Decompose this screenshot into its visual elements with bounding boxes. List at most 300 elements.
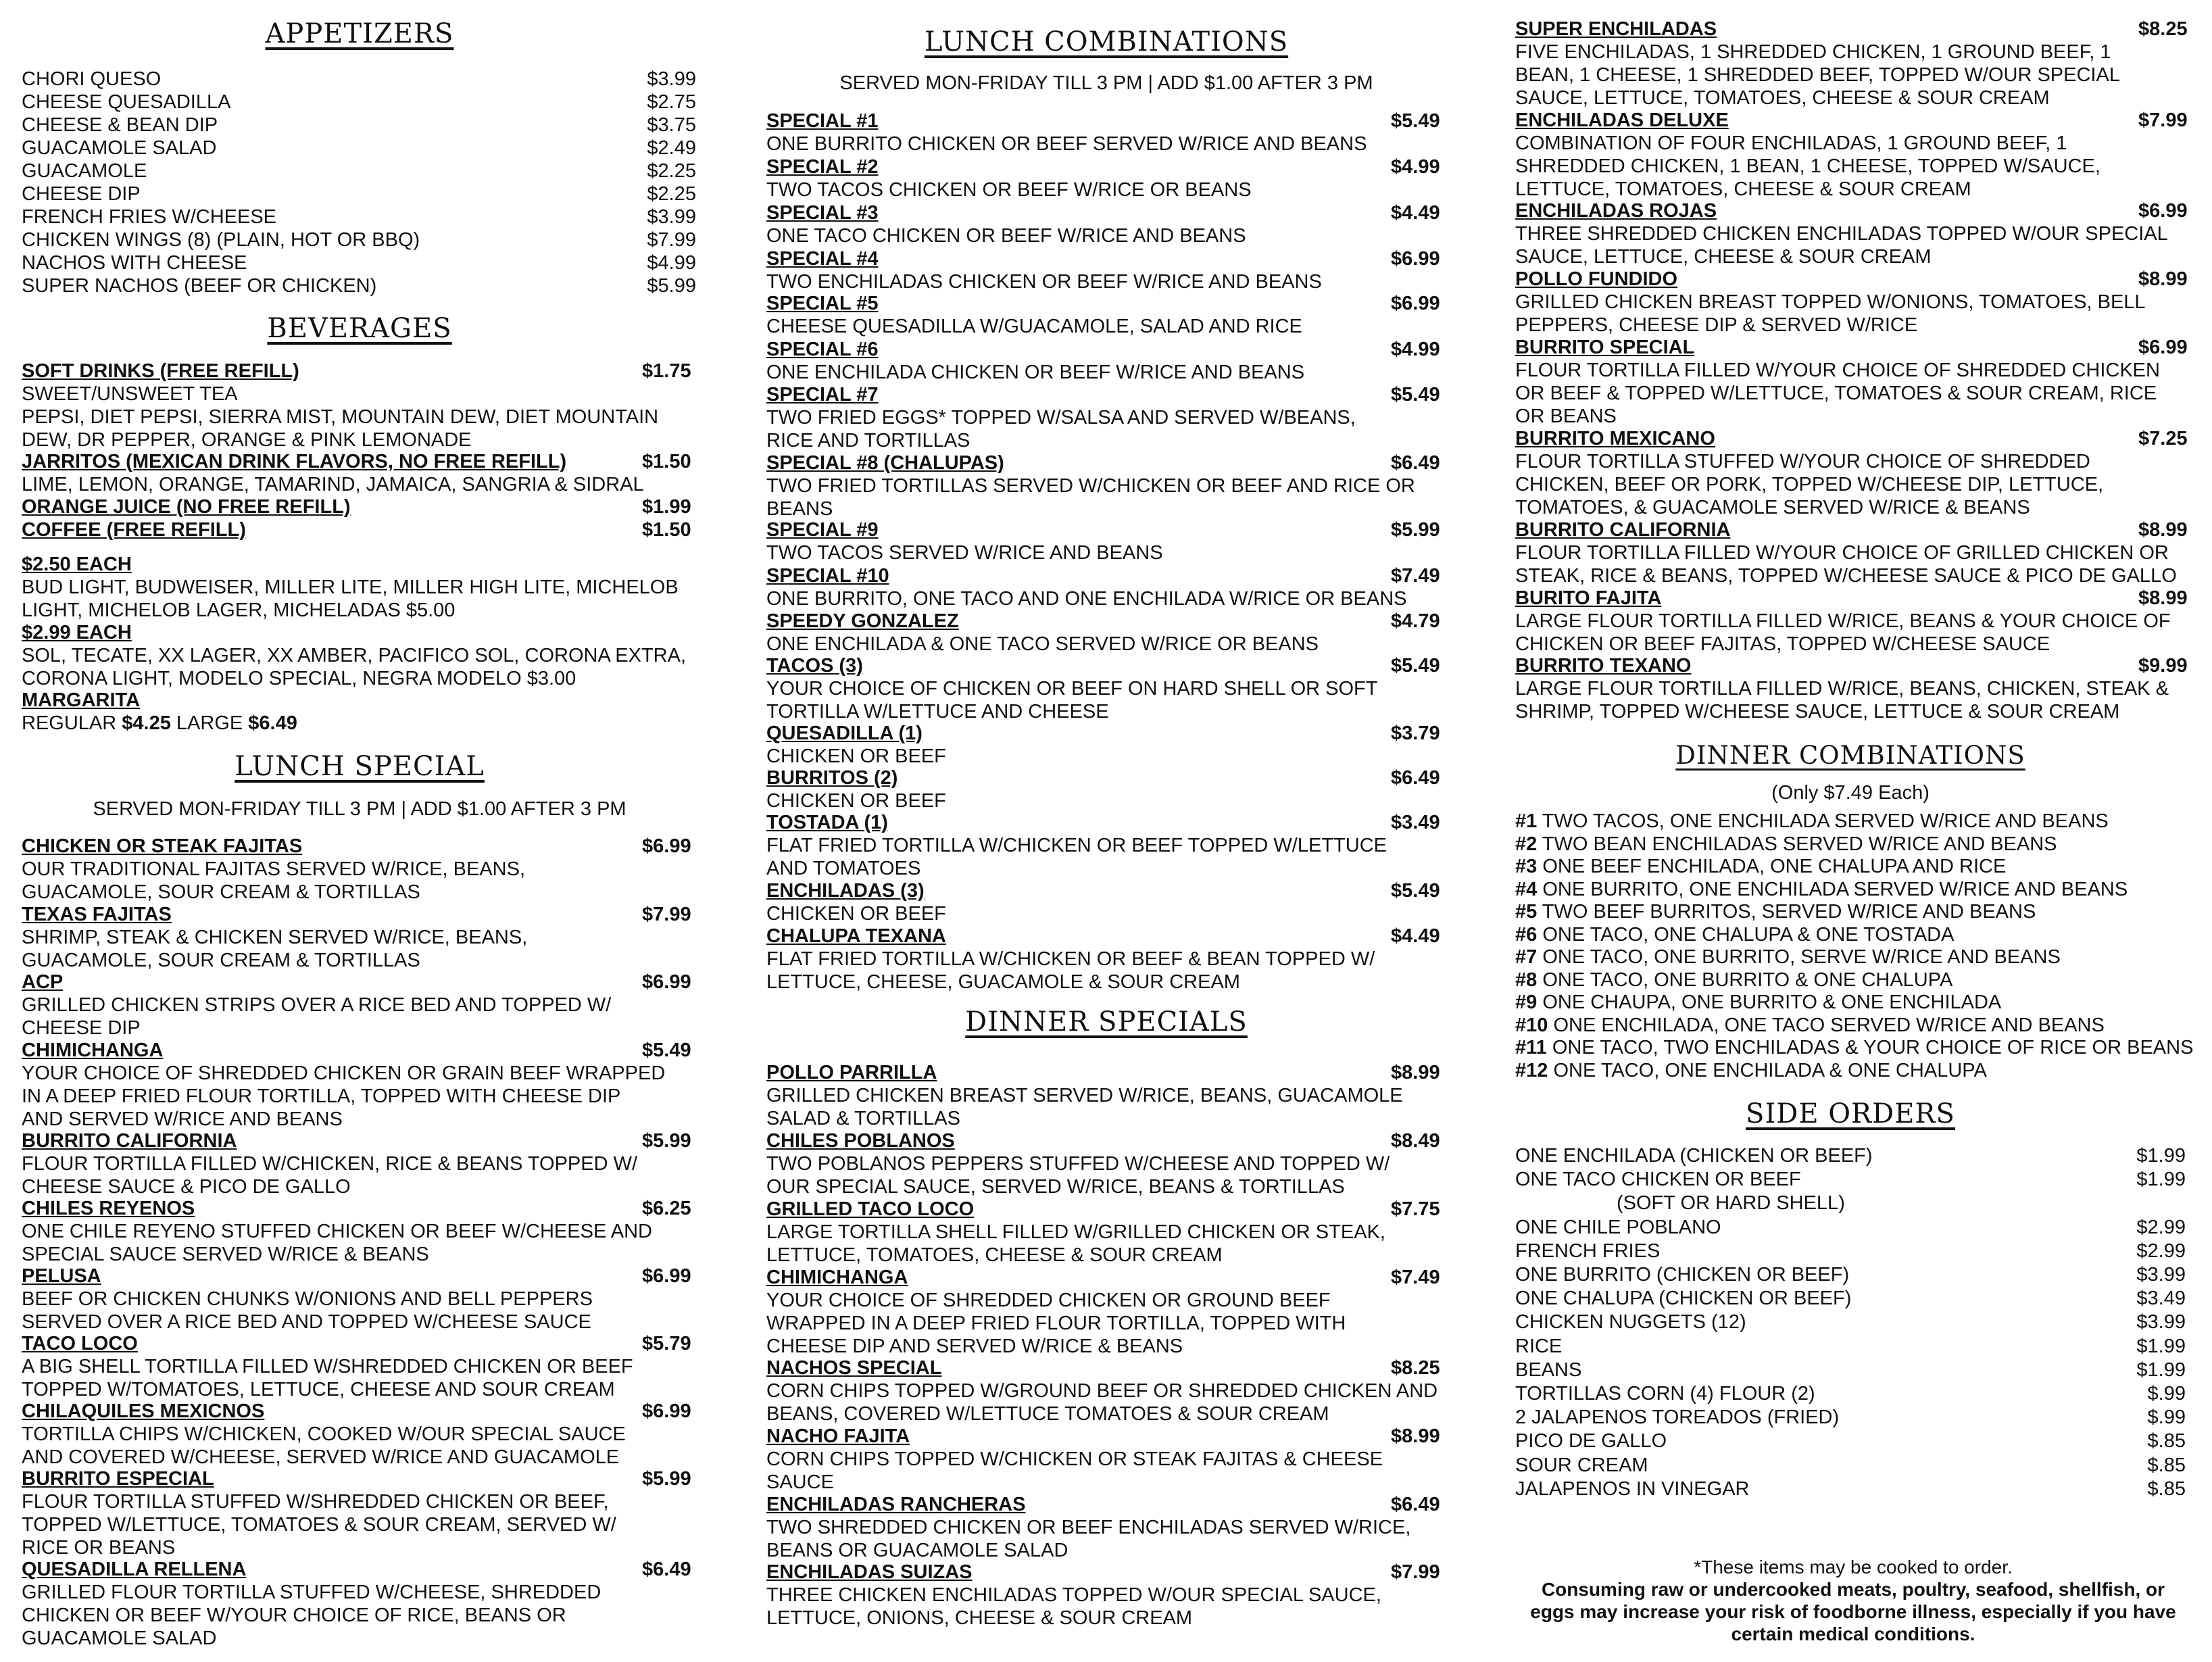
menu-item xyxy=(1515,199,2191,268)
item-price: $.85 xyxy=(2147,1454,2186,1476)
item-name: 2 JALAPENOS TOREADOS (FRIED) xyxy=(1515,1407,1840,1429)
item-description: ONE BURRITO CHICKEN OR BEEF SERVED W/RICE AND BEANS xyxy=(766,133,1367,155)
item-description: LIME, LEMON, ORANGE, TAMARIND, JAMAICA, SANGRIA & SIDRAL xyxy=(22,474,644,495)
menu-item xyxy=(1515,336,2191,428)
menu-item xyxy=(766,451,1449,520)
menu-item xyxy=(766,109,1449,155)
item-name: BURRITO CALIFORNIA xyxy=(22,1130,237,1152)
menu-item xyxy=(766,564,1449,610)
item-price: $3.49 xyxy=(1391,812,1440,833)
item-description: ONE BURRITO, ONE TACO AND ONE ENCHILADA W/RICE OR BEANS xyxy=(766,588,1407,610)
menu-item xyxy=(766,654,1449,723)
menu-item xyxy=(1515,518,2191,587)
item-name: CHIMICHANGA xyxy=(22,1040,164,1061)
side-order-row xyxy=(1515,1311,2186,1334)
item-description: ONE ENCHILADA & ONE TACO SERVED W/RICE OR BEANS xyxy=(766,633,1319,655)
item-description: CHEESE QUESADILLA W/GUACAMOLE, SALAD AND RICE xyxy=(766,316,1302,337)
item-price: $8.99 xyxy=(2138,519,2188,541)
item-description: A BIG SHELL TORTILLA FILLED W/SHREDDED CHICKEN OR BEEF TOPPED W/TOMATOES, LETTUCE, CHEESE AND SOUR CREAM xyxy=(22,1356,633,1400)
lunch-combinations-heading: LUNCH COMBINATIONS xyxy=(924,26,1289,57)
disclaimer-line-4: certain medical conditions. xyxy=(1731,1623,1975,1644)
item-price: $5.99 xyxy=(647,275,696,297)
item-name: SPECIAL #8 (CHALUPAS) xyxy=(766,452,1004,474)
item-name: CHICKEN OR STEAK FAJITAS xyxy=(22,835,303,857)
item-name: SPECIAL #2 xyxy=(766,156,879,178)
item-name: CHEESE QUESADILLA xyxy=(22,91,231,113)
menu-item xyxy=(1515,109,2191,201)
item-name: FRENCH FRIES W/CHEESE xyxy=(22,206,277,228)
item-name: NACHO FAJITA xyxy=(766,1425,910,1447)
menu-item-beer-299 xyxy=(22,621,697,690)
item-price: $5.99 xyxy=(1391,519,1440,541)
item-description: SOL, TECATE, XX LAGER, XX AMBER, PACIFICO SOL, CORONA EXTRA, CORONA LIGHT, MODELO SPECIAL, NEGRA MODELO $3.00 xyxy=(22,645,687,689)
combo-text: ONE TACO, ONE CHALUPA & ONE TOSTADA xyxy=(1537,923,1955,946)
combo-text: ONE TACO, ONE BURRITO, SERVE W/RICE AND BEANS xyxy=(1537,946,2061,968)
item-name: POLLO FUNDIDO xyxy=(1515,268,1678,290)
item-name: ONE BURRITO (CHICKEN OR BEEF) xyxy=(1515,1264,1850,1286)
menu-row xyxy=(22,160,697,182)
item-name: $2.50 EACH xyxy=(22,554,132,575)
menu-item xyxy=(22,1129,697,1198)
item-name: ENCHILADAS DELUXE xyxy=(1515,109,1729,131)
item-description: TWO FRIED EGGS* TOPPED W/SALSA AND SERVED W/BEANS, RICE AND TORTILLAS xyxy=(766,407,1356,451)
appetizers-heading: APPETIZERS xyxy=(265,18,454,49)
item-description: LARGE TORTILLA SHELL FILLED W/GRILLED CHICKEN OR STEAK, LETTUCE, TOMATOES, CHEESE & SOUR CREAM xyxy=(766,1221,1385,1266)
item-price: $8.25 xyxy=(2138,18,2188,40)
item-description: ONE CHILE REYENO STUFFED CHICKEN OR BEEF W/CHEESE AND SPECIAL SAUCE SERVED W/RICE & BEANS xyxy=(22,1221,652,1265)
item-description: FLOUR TORTILLA FILLED W/YOUR CHOICE OF GRILLED CHICKEN OR STEAK, RICE & BEANS, TOPPED W/CHEESE SAUCE & PICO DE GALLO xyxy=(1515,542,2177,587)
menu-item xyxy=(1515,654,2191,723)
item-description: LARGE FLOUR TORTILLA FILLED W/RICE, BEANS & YOUR CHOICE OF CHICKEN OR BEEF FAJITAS, TOPPED W/CHEESE SAUCE xyxy=(1515,610,2171,655)
item-name: ORANGE JUICE (NO FREE REFILL) xyxy=(22,496,351,518)
menu-item xyxy=(766,925,1449,994)
item-description: CHICKEN OR BEEF xyxy=(766,746,946,767)
item-description: CHICKEN OR BEEF xyxy=(766,790,946,812)
item-price: $.85 xyxy=(2147,1430,2186,1452)
item-name: ONE CHILE POBLANO xyxy=(1515,1216,1721,1238)
item-name: RICE xyxy=(1515,1335,1563,1357)
item-description: THREE SHREDDED CHICKEN ENCHILADAS TOPPED W/OUR SPECIAL SAUCE, LETTUCE, CHEESE & SOUR CREAM xyxy=(1515,223,2168,268)
item-price: $1.50 xyxy=(642,451,691,472)
menu-column-middle xyxy=(766,0,1453,1662)
item-price: $1.75 xyxy=(642,360,691,382)
lunch-combinations-subtitle: SERVED MON-FRIDAY TILL 3 PM | ADD $1.00 AFTER 3 PM xyxy=(839,72,1373,94)
item-price: $1.99 xyxy=(2136,1145,2186,1167)
item-description: GRILLED FLOUR TORTILLA STUFFED W/CHEESE, SHREDDED CHICKEN OR BEEF W/YOUR CHOICE OF RICE, BEANS OR GUACAMOLE SALAD xyxy=(22,1582,601,1649)
item-price: $6.49 xyxy=(1391,452,1440,474)
side-order-row xyxy=(1515,1144,2186,1167)
menu-item-coffee xyxy=(22,518,697,541)
margarita-regular-label: REGULAR xyxy=(22,712,117,734)
menu-item xyxy=(22,971,697,1040)
menu-item xyxy=(766,383,1449,452)
item-description: TWO POBLANOS PEPPERS STUFFED W/CHEESE AND TOPPED W/ OUR SPECIAL SAUCE, SERVED W/RICE, BEANS & TORTILLAS xyxy=(766,1153,1390,1198)
menu-item xyxy=(766,1061,1449,1130)
menu-item xyxy=(766,292,1449,338)
item-description: ONE ENCHILADA CHICKEN OR BEEF W/RICE AND BEANS xyxy=(766,362,1305,383)
item-description: FLOUR TORTILLA STUFFED W/SHREDDED CHICKEN OR BEEF, TOPPED W/LETTUCE, TOMATOES & SOUR CREAM, SERVED W/ RICE OR BEANS xyxy=(22,1491,616,1559)
item-name: BURRITO CALIFORNIA xyxy=(1515,519,1731,541)
item-price: $7.99 xyxy=(1391,1561,1440,1583)
item-price: $7.99 xyxy=(642,904,691,925)
combo-number: #3 xyxy=(1515,856,1538,877)
item-price: $2.49 xyxy=(647,137,696,159)
item-price: $6.25 xyxy=(642,1198,691,1219)
combo-row xyxy=(1515,1014,2105,1037)
item-description: SWEET/UNSWEET TEA PEPSI, DIET PEPSI, SIERRA MIST, MOUNTAIN DEW, DIET MOUNTAIN DEW, DR PEPPER, ORANGE & PINK LEMONADE xyxy=(22,383,659,451)
menu-item-orange-juice xyxy=(22,495,697,518)
item-description: FLOUR TORTILLA FILLED W/CHICKEN, RICE & BEANS TOPPED W/ CHEESE SAUCE & PICO DE GALLO xyxy=(22,1153,638,1198)
item-price: $1.50 xyxy=(642,519,691,541)
item-description: GRILLED CHICKEN STRIPS OVER A RICE BED AND TOPPED W/ CHEESE DIP xyxy=(22,994,612,1039)
item-price: $4.99 xyxy=(1391,339,1440,360)
item-price: $6.49 xyxy=(1391,1494,1440,1515)
item-description: FLAT FRIED TORTILLA W/CHICKEN OR BEEF TOPPED W/LETTUCE AND TOMATOES xyxy=(766,835,1387,879)
item-price: $8.99 xyxy=(2138,268,2188,290)
item-price: $7.99 xyxy=(647,229,696,251)
side-order-row xyxy=(1515,1287,2186,1310)
combo-number: #11 xyxy=(1515,1037,1547,1058)
side-order-row xyxy=(1515,1192,2186,1215)
menu-item xyxy=(22,1197,697,1266)
item-description: CHICKEN OR BEEF xyxy=(766,903,946,925)
item-price: $5.49 xyxy=(1391,384,1440,406)
item-name: TEXAS FAJITAS xyxy=(22,904,172,925)
item-description: GRILLED CHICKEN BREAST SERVED W/RICE, BEANS, GUACAMOLE SALAD & TORTILLAS xyxy=(766,1085,1403,1129)
item-price: $8.99 xyxy=(2138,587,2188,609)
combo-row xyxy=(1515,1059,1987,1082)
item-price: $.99 xyxy=(2147,1407,2186,1429)
menu-item xyxy=(22,1558,697,1650)
item-description: FLOUR TORTILLA FILLED W/YOUR CHOICE OF SHREDDED CHICKEN OR BEEF & TOPPED W/LETTUCE, TOMATOES & SOUR CREAM, RICE OR BEANS xyxy=(1515,360,2160,427)
lunch-special-heading: LUNCH SPECIAL xyxy=(235,751,485,782)
item-name: CHICKEN NUGGETS (12) xyxy=(1515,1311,1746,1334)
item-price: $5.99 xyxy=(642,1468,691,1490)
menu-column-left xyxy=(22,0,702,1662)
combo-row xyxy=(1515,810,2109,833)
item-price: $4.99 xyxy=(1391,156,1440,178)
disclaimer xyxy=(1515,1556,2191,1645)
item-price: $5.99 xyxy=(642,1130,691,1152)
item-description: TWO ENCHILADAS CHICKEN OR BEEF W/RICE AND BEANS xyxy=(766,271,1322,293)
menu-item xyxy=(766,1266,1449,1358)
menu-item xyxy=(766,1357,1449,1425)
menu-row xyxy=(22,91,697,114)
item-name: TACOS (3) xyxy=(766,655,863,677)
item-price: $6.99 xyxy=(642,835,691,857)
item-name: (SOFT OR HARD SHELL) xyxy=(1617,1192,1845,1215)
item-name: CHICKEN WINGS (8) (PLAIN, HOT OR BBQ) xyxy=(22,229,420,251)
item-name: CHILES POBLANOS xyxy=(766,1130,955,1152)
menu-row xyxy=(22,137,697,160)
item-description: CORN CHIPS TOPPED W/CHICKEN OR STEAK FAJITAS & CHEESE SAUCE xyxy=(766,1448,1383,1493)
item-price: $6.99 xyxy=(2138,200,2188,222)
menu-item-beer-250 xyxy=(22,553,697,622)
item-name: SUPER NACHOS (BEEF OR CHICKEN) xyxy=(22,275,377,297)
item-name: MARGARITA xyxy=(22,689,141,711)
combo-row xyxy=(1515,833,2057,856)
item-description: SHRIMP, STEAK & CHICKEN SERVED W/RICE, BEANS, GUACAMOLE, SOUR CREAM & TORTILLAS xyxy=(22,927,528,971)
menu-item-margarita xyxy=(22,689,697,735)
item-description: BUD LIGHT, BUDWEISER, MILLER LITE, MILLER HIGH LITE, MICHELOB LIGHT, MICHELOB LAGER, MICHELADAS $5.00 xyxy=(22,577,679,621)
item-description: FLAT FRIED TORTILLA W/CHICKEN OR BEEF & BEAN TOPPED W/ LETTUCE, CHEESE, GUACAMOLE & SOUR CREAM xyxy=(766,948,1375,993)
item-name: SUPER ENCHILADAS xyxy=(1515,18,1717,40)
side-order-row xyxy=(1515,1359,2186,1382)
menu-item xyxy=(22,1332,697,1401)
side-order-row xyxy=(1515,1477,2186,1500)
combo-row xyxy=(1515,946,2061,969)
combo-number: #1 xyxy=(1515,810,1538,832)
combo-row xyxy=(1515,969,1952,992)
item-name: NACHOS SPECIAL xyxy=(766,1357,942,1379)
margarita-large-price: $6.49 xyxy=(248,712,297,734)
side-order-row xyxy=(1515,1382,2186,1405)
dinner-combinations-subtitle: (Only $7.49 Each) xyxy=(1771,782,1930,804)
item-price: $6.49 xyxy=(642,1559,691,1580)
combo-number: #5 xyxy=(1515,901,1538,923)
item-description: LARGE FLOUR TORTILLA FILLED W/RICE, BEANS, CHICKEN, STEAK & SHRIMP, TOPPED W/CHEESE SAUCE, LETTUCE & SOUR CREAM xyxy=(1515,678,2169,723)
side-order-row xyxy=(1515,1240,2186,1263)
item-price: $8.25 xyxy=(1391,1357,1440,1379)
item-price: $3.99 xyxy=(647,206,696,228)
menu-item-jarritos xyxy=(22,450,697,496)
item-price: $6.99 xyxy=(1391,248,1440,270)
menu-item xyxy=(1515,427,2191,519)
menu-item xyxy=(766,1425,1449,1494)
item-name: CHEESE DIP xyxy=(22,183,141,205)
item-description: TWO FRIED TORTILLAS SERVED W/CHICKEN OR BEEF AND RICE OR BEANS xyxy=(766,475,1415,520)
item-name: COFFEE (FREE REFILL) xyxy=(22,519,246,541)
item-price: $6.99 xyxy=(642,1265,691,1287)
item-price: $5.49 xyxy=(1391,110,1440,132)
item-name: GRILLED TACO LOCO xyxy=(766,1198,975,1220)
menu-item xyxy=(1515,18,2191,109)
item-name: SPECIAL #9 xyxy=(766,519,879,541)
item-name: SOUR CREAM xyxy=(1515,1454,1648,1476)
item-name: GUACAMOLE xyxy=(22,160,147,182)
menu-item xyxy=(22,1467,697,1559)
item-name: ENCHILADAS RANCHERAS xyxy=(766,1494,1026,1515)
item-price: $4.79 xyxy=(1391,610,1440,632)
menu-item xyxy=(766,201,1449,247)
combo-row xyxy=(1515,1036,2193,1059)
combo-number: #12 xyxy=(1515,1059,1548,1081)
item-name: SPECIAL #1 xyxy=(766,110,879,132)
side-order-row xyxy=(1515,1263,2186,1286)
item-price: $8.99 xyxy=(1391,1062,1440,1083)
combo-number: #6 xyxy=(1515,923,1538,946)
item-description: CORN CHIPS TOPPED W/GROUND BEEF OR SHREDDED CHICKEN AND BEANS, COVERED W/LETTUCE TOMATOES & SOUR CREAM xyxy=(766,1380,1438,1425)
item-price: $4.99 xyxy=(647,252,696,274)
item-price: $8.49 xyxy=(1391,1130,1440,1152)
side-order-row xyxy=(1515,1168,2186,1191)
item-description: FLOUR TORTILLA STUFFED W/YOUR CHOICE OF SHREDDED CHICKEN, BEEF OR PORK, TOPPED W/CHEESE DIP, LETTUCE, TOMATOES, & GUACAMOLE SERVED W/RICE & BEANS xyxy=(1515,451,2104,518)
item-name: POLLO PARRILLA xyxy=(766,1062,937,1083)
item-name: BURRITOS (2) xyxy=(766,767,898,789)
item-name: SPECIAL #10 xyxy=(766,565,889,587)
item-price: $6.99 xyxy=(642,1400,691,1422)
item-price: $5.49 xyxy=(642,1040,691,1061)
combo-row xyxy=(1515,900,2036,923)
item-description: ONE TACO CHICKEN OR BEEF W/RICE AND BEANS xyxy=(766,225,1246,247)
combo-number: #7 xyxy=(1515,946,1538,968)
item-name: GUACAMOLE SALAD xyxy=(22,137,217,159)
menu-item xyxy=(766,1129,1449,1198)
menu-item xyxy=(1515,587,2191,656)
item-name: CHORI QUESO xyxy=(22,68,162,90)
side-order-row xyxy=(1515,1429,2186,1452)
combo-text: ONE CHAUPA, ONE BURRITO & ONE ENCHILADA xyxy=(1537,992,2002,1013)
item-description: YOUR CHOICE OF SHREDDED CHICKEN OR GROUND BEEF WRAPPED IN A DEEP FRIED FLOUR TORTILLA, TOPPED WITH CHEESE DIP AND SERVED W/RICE & BEANS xyxy=(766,1290,1346,1357)
item-name: ONE CHALUPA (CHICKEN OR BEEF) xyxy=(1515,1288,1852,1310)
item-name: SPECIAL #6 xyxy=(766,339,879,360)
menu-row xyxy=(22,228,697,251)
side-order-row xyxy=(1515,1335,2186,1358)
combo-text: ONE TACO, ONE ENCHILADA & ONE CHALUPA xyxy=(1548,1059,1987,1081)
item-price: $7.75 xyxy=(1391,1198,1440,1220)
item-price: $3.99 xyxy=(2136,1264,2186,1286)
item-name: ONE TACO CHICKEN OR BEEF xyxy=(1515,1169,1801,1191)
combo-text: ONE TACO, ONE BURRITO & ONE CHALUPA xyxy=(1537,969,1953,991)
combo-text: ONE TACO, TWO ENCHILADAS & YOUR CHOICE OF RICE OR BEANS xyxy=(1546,1037,2194,1058)
item-price: $2.99 xyxy=(2136,1240,2186,1262)
item-name: CHALUPA TEXANA xyxy=(766,925,946,947)
combo-text: TWO BEAN ENCHILADAS SERVED W/RICE AND BEANS xyxy=(1537,833,2057,855)
item-name: TOSTADA (1) xyxy=(766,812,888,833)
menu-item xyxy=(22,835,697,904)
item-price: $1.99 xyxy=(2136,1359,2186,1381)
margarita-regular-price: $4.25 xyxy=(122,712,171,734)
menu-item xyxy=(766,722,1449,768)
menu-row xyxy=(22,68,697,91)
item-price: $8.99 xyxy=(1391,1425,1440,1447)
dinner-specials-heading: DINNER SPECIALS xyxy=(965,1006,1248,1037)
item-name: NACHOS WITH CHEESE xyxy=(22,252,247,274)
disclaimer-line-3: eggs may increase your risk of foodborne illness, especially if you have xyxy=(1530,1601,2176,1622)
combo-row xyxy=(1515,878,2128,901)
item-price: $7.99 xyxy=(2138,109,2188,131)
item-name: ACP xyxy=(22,971,64,993)
menu-item xyxy=(766,247,1449,293)
item-description: YOUR CHOICE OF CHICKEN OR BEEF ON HARD SHELL OR SOFT TORTILLA W/LETTUCE AND CHEESE xyxy=(766,678,1378,723)
item-price: $3.49 xyxy=(2136,1288,2186,1310)
item-name: BURRITO MEXICANO xyxy=(1515,428,1715,449)
item-description: TWO TACOS CHICKEN OR BEEF W/RICE OR BEANS xyxy=(766,179,1252,201)
item-name: TORTILLAS CORN (4) FLOUR (2) xyxy=(1515,1383,1815,1404)
item-name: CHILAQUILES MEXICNOS xyxy=(22,1400,265,1422)
item-price: $3.79 xyxy=(1391,723,1440,744)
item-name: SPECIAL #5 xyxy=(766,293,879,314)
menu-item xyxy=(22,903,697,972)
item-name: SPECIAL #4 xyxy=(766,248,879,270)
item-name: BURRITO SPECIAL xyxy=(1515,337,1695,358)
item-price: $.99 xyxy=(2147,1383,2186,1404)
item-description: TORTILLA CHIPS W/CHICKEN, COOKED W/OUR SPECIAL SAUCE AND COVERED W/CHEESE, SERVED W/RICE AND GUACAMOLE xyxy=(22,1423,626,1468)
menu-item xyxy=(766,766,1449,812)
item-price: $7.49 xyxy=(1391,565,1440,587)
item-price: $.85 xyxy=(2147,1477,2186,1500)
combo-text: ONE ENCHILADA, ONE TACO SERVED W/RICE AND BEANS xyxy=(1548,1014,2105,1036)
menu-column-right xyxy=(1515,0,2194,1662)
menu-row xyxy=(22,274,697,297)
combo-number: #8 xyxy=(1515,969,1538,991)
margarita-prices xyxy=(22,712,697,735)
item-name: CHILES REYENOS xyxy=(22,1198,195,1219)
dinner-combinations-heading: DINNER COMBINATIONS xyxy=(1675,741,2025,770)
item-price: $6.99 xyxy=(642,971,691,993)
item-price: $9.99 xyxy=(2138,655,2188,677)
item-price: $1.99 xyxy=(642,496,691,518)
menu-item-soft-drinks xyxy=(22,360,697,451)
menu-item xyxy=(766,1198,1449,1267)
combo-text: TWO TACOS, ONE ENCHILADA SERVED W/RICE AND BEANS xyxy=(1537,810,2109,832)
item-price: $7.49 xyxy=(1391,1267,1440,1288)
item-name: SPECIAL #3 xyxy=(766,202,879,224)
item-name: SOFT DRINKS (FREE REFILL) xyxy=(22,360,299,382)
item-price: $6.99 xyxy=(2138,337,2188,358)
item-price: $5.49 xyxy=(1391,880,1440,902)
item-description: FIVE ENCHILADAS, 1 SHREDDED CHICKEN, 1 GROUND BEEF, 1 BEAN, 1 CHEESE, 1 SHREDDED BEEF, TOPPED W/OUR SPECIAL SAUCE, LETTUCE, TOMATOES, CHEESE & SOUR CREAM xyxy=(1515,41,2120,109)
item-name: PICO DE GALLO xyxy=(1515,1430,1667,1452)
side-order-row xyxy=(1515,1406,2186,1429)
item-name: SPEEDY GONZALEZ xyxy=(766,610,959,632)
combo-text: ONE BURRITO, ONE ENCHILADA SERVED W/RICE AND BEANS xyxy=(1537,878,2128,900)
item-name: TACO LOCO xyxy=(22,1333,138,1354)
item-price: $2.99 xyxy=(2136,1216,2186,1238)
item-description: GRILLED CHICKEN BREAST TOPPED W/ONIONS, TOMATOES, BELL PEPPERS, CHEESE DIP & SERVED W/RICE xyxy=(1515,291,2146,336)
lunch-special-subtitle: SERVED MON-FRIDAY TILL 3 PM | ADD $1.00 AFTER 3 PM xyxy=(93,798,626,820)
combo-number: #9 xyxy=(1515,992,1538,1013)
menu-row xyxy=(22,205,697,228)
menu-item xyxy=(766,879,1449,925)
item-description: COMBINATION OF FOUR ENCHILADAS, 1 GROUND BEEF, 1 SHREDDED CHICKEN, 1 BEAN, 1 CHEESE, TOPPED W/SAUCE, LETTUCE, TOMATOES, CHEESE & SOUR CREAM xyxy=(1515,132,2100,200)
combo-text: ONE BEEF ENCHILADA, ONE CHALUPA AND RICE xyxy=(1537,856,2007,877)
menu-item xyxy=(766,338,1449,384)
item-price: $7.25 xyxy=(2138,428,2188,449)
beverages-heading: BEVERAGES xyxy=(267,313,452,344)
item-name: ENCHILADAS SUIZAS xyxy=(766,1561,973,1583)
item-name: ENCHILADAS (3) xyxy=(766,880,925,902)
item-price: $3.99 xyxy=(2136,1311,2186,1334)
item-price: $2.75 xyxy=(647,91,696,113)
menu-row xyxy=(22,182,697,205)
item-name: BURITO FAJITA xyxy=(1515,587,1662,609)
combo-row xyxy=(1515,991,2001,1014)
menu-item xyxy=(22,1265,697,1334)
item-price: $4.49 xyxy=(1391,202,1440,224)
menu-item xyxy=(22,1400,697,1469)
menu-item xyxy=(766,518,1449,564)
margarita-large-label: LARGE xyxy=(176,712,243,734)
item-name: CHEESE & BEAN DIP xyxy=(22,114,218,136)
side-orders-heading: SIDE ORDERS xyxy=(1746,1098,1955,1129)
menu-row xyxy=(22,114,697,137)
item-price: $1.99 xyxy=(2136,1169,2186,1191)
item-description: OUR TRADITIONAL FAJITAS SERVED W/RICE, BEANS, GUACAMOLE, SOUR CREAM & TORTILLAS xyxy=(22,858,526,903)
menu-item xyxy=(1515,268,2191,337)
combo-number: #2 xyxy=(1515,833,1538,855)
item-price: $5.49 xyxy=(1391,655,1440,677)
menu-item xyxy=(766,155,1449,201)
combo-text: TWO BEEF BURRITOS, SERVED W/RICE AND BEANS xyxy=(1537,901,2036,923)
disclaimer-line-2: Consuming raw or undercooked meats, poultry, seafood, shellfish, or xyxy=(1541,1579,2165,1600)
combo-row xyxy=(1515,923,1954,946)
side-order-row xyxy=(1515,1216,2186,1239)
item-price: $5.79 xyxy=(642,1333,691,1354)
item-name: JALAPENOS IN VINEGAR xyxy=(1515,1477,1750,1500)
item-name: JARRITOS (MEXICAN DRINK FLAVORS, NO FREE REFILL) xyxy=(22,451,567,472)
menu-row xyxy=(22,251,697,274)
